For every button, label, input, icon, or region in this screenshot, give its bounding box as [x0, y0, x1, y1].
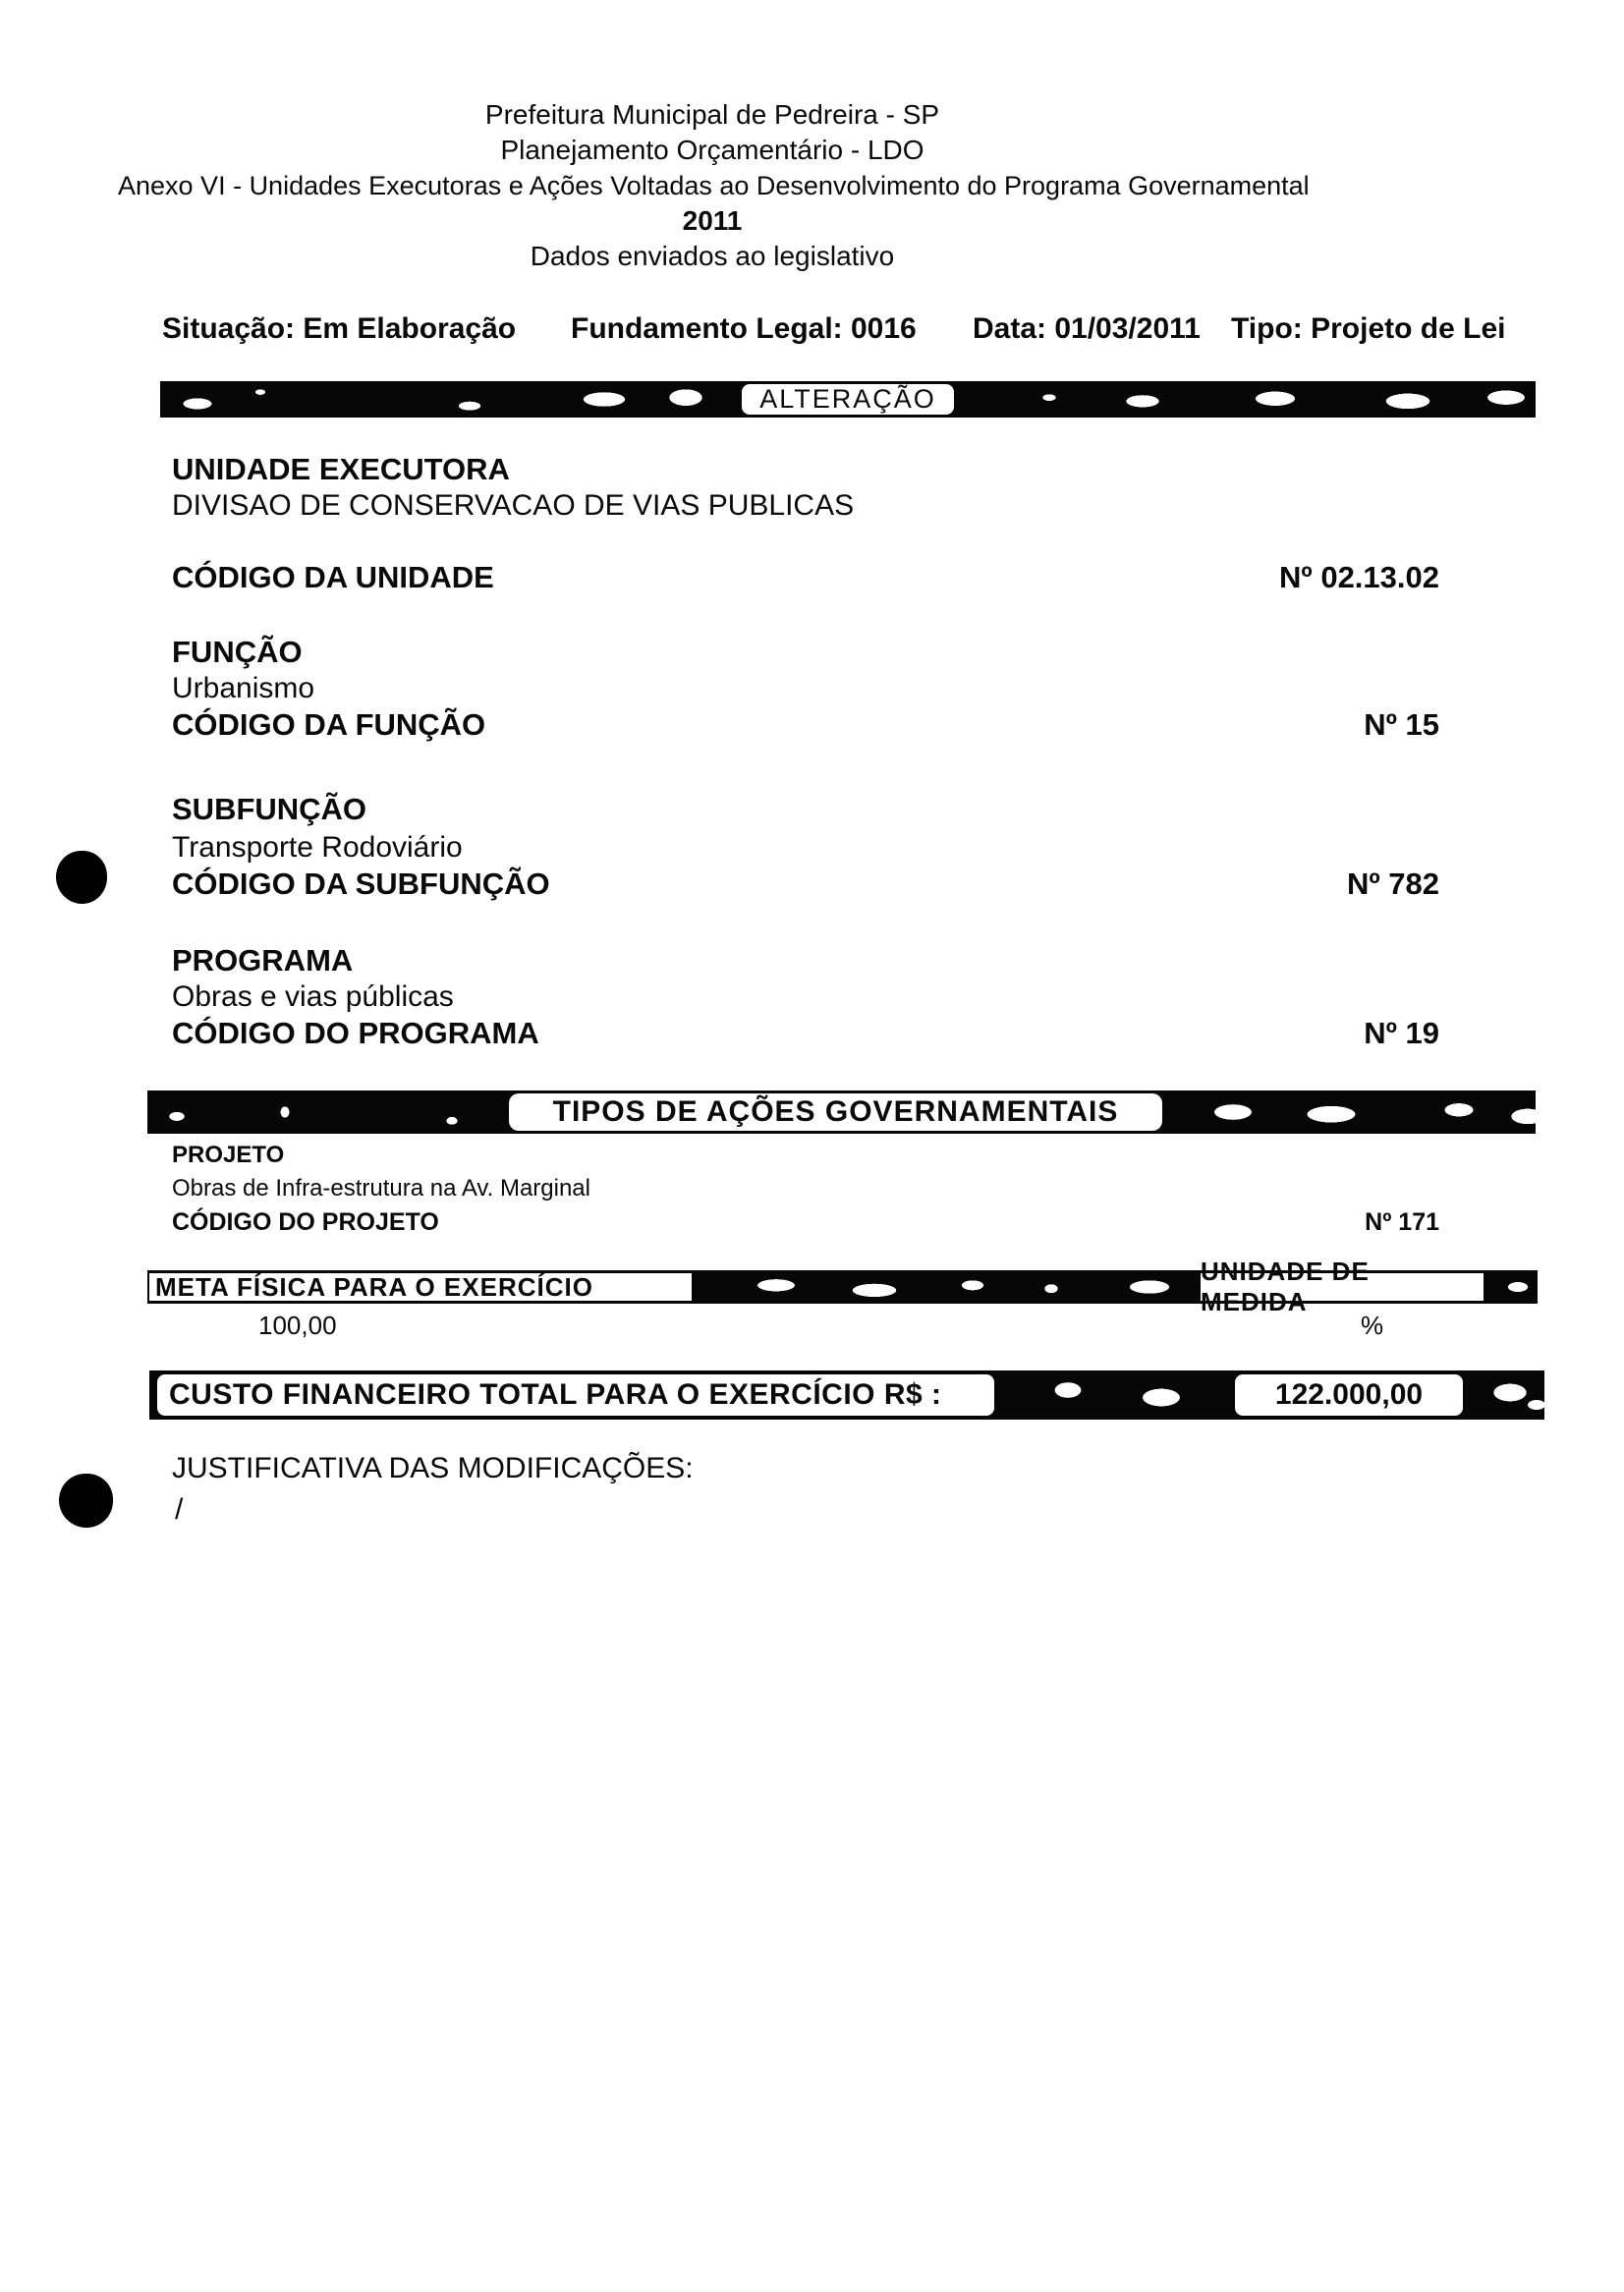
- codigo-programa-value: Nº 19: [1364, 1016, 1439, 1050]
- codigo-projeto-label: CÓDIGO DO PROJETO: [172, 1208, 439, 1236]
- justificativa-label: JUSTIFICATIVA DAS MODIFICAÇÕES:: [172, 1452, 694, 1484]
- punch-hole-mark: [59, 1474, 113, 1528]
- codigo-funcao-row: [172, 707, 1439, 743]
- section-title-projeto: PROJETO: [172, 1142, 285, 1168]
- section-title-subfuncao: SUBFUNÇÃO: [172, 792, 367, 826]
- meta-fisica-label: META FÍSICA PARA O EXERCÍCIO: [149, 1273, 692, 1301]
- status-fundamento-legal: Fundamento Legal: 0016: [571, 312, 917, 345]
- subtitle-ldo: Planejamento Orçamentário - LDO: [500, 135, 924, 165]
- status-situacao: Situação: Em Elaboração: [162, 312, 517, 345]
- codigo-funcao-value: Nº 15: [1364, 707, 1439, 742]
- codigo-subfuncao-value: Nº 782: [1346, 866, 1439, 901]
- section-title-funcao: FUNÇÃO: [172, 635, 303, 669]
- justificativa-value: /: [175, 1493, 184, 1526]
- tipos-acoes-banner: [147, 1090, 1536, 1134]
- meta-fisica-value: 100,00: [258, 1311, 337, 1340]
- codigo-unidade-row: [172, 560, 1439, 595]
- codigo-unidade-value: Nº 02.13.02: [1279, 560, 1439, 594]
- codigo-subfuncao-row: [172, 866, 1439, 902]
- unidade-executora-value: DIVISAO DE CONSERVACAO DE VIAS PUBLICAS: [172, 489, 855, 522]
- year-label: 2011: [682, 205, 743, 236]
- codigo-programa-row: [172, 1016, 1439, 1051]
- subfuncao-value: Transporte Rodoviário: [172, 831, 463, 864]
- codigo-funcao-label: CÓDIGO DA FUNÇÃO: [172, 707, 486, 742]
- legislative-note: Dados enviados ao legislativo: [530, 241, 895, 271]
- codigo-subfuncao-label: CÓDIGO DA SUBFUNÇÃO: [172, 866, 550, 901]
- alteracao-banner: [160, 381, 1536, 418]
- document-header: [118, 97, 1310, 274]
- status-data: Data: 01/03/2011: [973, 312, 1201, 345]
- codigo-projeto-value: Nº 171: [1365, 1208, 1439, 1236]
- meta-fisica-banner: [147, 1257, 1538, 1316]
- funcao-value: Urbanismo: [172, 672, 315, 704]
- programa-value: Obras e vias públicas: [172, 980, 454, 1013]
- custo-financeiro-label: CUSTO FINANCEIRO TOTAL PARA O EXERCÍCIO R$ :: [157, 1374, 994, 1416]
- status-tipo: Tipo: Projeto de Lei: [1231, 312, 1506, 345]
- unidade-medida-value: %: [1361, 1311, 1384, 1340]
- codigo-programa-label: CÓDIGO DO PROGRAMA: [172, 1016, 539, 1050]
- unidade-medida-label: UNIDADE DE MEDIDA: [1201, 1273, 1484, 1301]
- anexo-title: Anexo VI - Unidades Executoras e Ações Voltadas ao Desenvolvimento do Programa Governamental: [118, 171, 1310, 200]
- alteracao-banner-label: ALTERAÇÃO: [742, 384, 954, 415]
- projeto-value: Obras de Infra-estrutura na Av. Marginal: [172, 1175, 590, 1202]
- tipos-acoes-banner-label: TIPOS DE AÇÕES GOVERNAMENTAIS: [509, 1093, 1162, 1131]
- custo-financeiro-value: 122.000,00: [1235, 1374, 1463, 1416]
- org-title: Prefeitura Municipal de Pedreira - SP: [484, 99, 940, 130]
- section-title-programa: PROGRAMA: [172, 943, 354, 978]
- codigo-unidade-label: CÓDIGO DA UNIDADE: [172, 560, 494, 594]
- codigo-projeto-row: [172, 1208, 1439, 1237]
- custo-financeiro-banner: [149, 1370, 1544, 1420]
- punch-hole-mark: [56, 851, 107, 904]
- section-title-unidade-executora: UNIDADE EXECUTORA: [172, 452, 510, 486]
